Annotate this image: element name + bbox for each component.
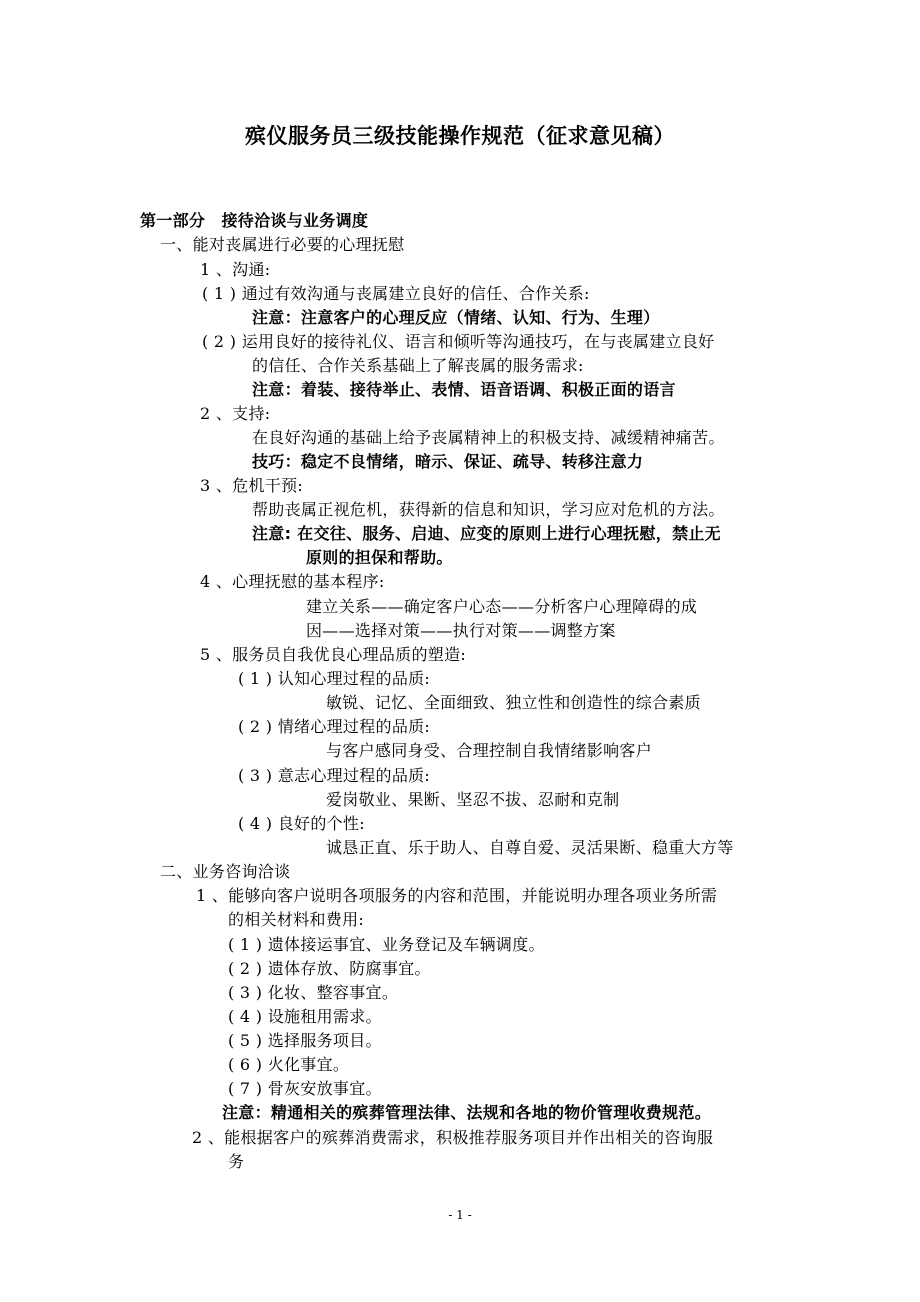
section-heading: 一、能对丧属进行必要的心理抚慰 (160, 235, 405, 254)
item-text: 在良好沟通的基础上给予丧属精神上的积极支持、减缓精神痛苦。 (252, 428, 725, 447)
section-heading: 二、业务咨询洽谈 (160, 862, 291, 881)
note-text: 注意: 在交往、服务、启迪、应变的原则上进行心理抚慰，禁止无 (252, 524, 721, 543)
item-text: 1 、能够向客户说明各项服务的内容和范围，并能说明办理各项业务所需 (196, 886, 718, 905)
note-text: 注意：精通相关的殡葬管理法律、法规和各地的物价管理收费规范。 (222, 1103, 712, 1122)
item-label: ( 3 ) 意志心理过程的品质: (238, 766, 431, 785)
item-label: 4 、心理抚慰的基本程序: (200, 572, 385, 591)
list-item: ( 5 ) 选择服务项目。 (228, 1031, 382, 1050)
list-item: ( 7 ) 骨灰安放事宜。 (228, 1079, 382, 1098)
item-label: ( 1 ) 认知心理过程的品质: (238, 669, 431, 688)
item-label: 3 、危机干预: (200, 476, 304, 495)
page-number: - 1 - (448, 1208, 472, 1222)
document-title: 殡仪服务员三级技能操作规范（征求意见稿） (245, 124, 675, 148)
part-heading: 第一部分 接待洽谈与业务调度 (140, 211, 369, 230)
item-text: 建立关系——确定客户心态——分析客户心理障碍的成 (306, 597, 698, 616)
item-text: ( 2 ) 运用良好的接待礼仪、语言和倾听等沟通技巧，在与丧属建立良好 (202, 332, 715, 351)
item-text: 敏锐、记忆、全面细致、独立性和创造性的综合素质 (326, 693, 701, 712)
item-text: 务 (228, 1152, 245, 1171)
note-text: 原则的担保和帮助。 (306, 548, 453, 567)
note-text: 注意：注意客户的心理反应（情绪、认知、行为、生理） (252, 308, 660, 327)
item-label: 2 、支持: (200, 404, 271, 423)
item-label: 5 、服务员自我优良心理品质的塑造: (200, 645, 467, 664)
list-item: ( 3 ) 化妆、整容事宜。 (228, 983, 399, 1002)
item-label: 1 、沟通: (200, 260, 271, 279)
item-text: 帮助丧属正视危机，获得新的信息和知识，学习应对危机的方法。 (252, 500, 725, 519)
list-item: ( 1 ) 遗体接运事宜、业务登记及车辆调度。 (228, 935, 545, 954)
item-label: ( 4 ) 良好的个性: (238, 814, 365, 833)
list-item: ( 6 ) 火化事宜。 (228, 1055, 350, 1074)
list-item: ( 4 ) 设施租用需求。 (228, 1007, 382, 1026)
item-text: ( 1 ) 通过有效沟通与丧属建立良好的信任、合作关系: (202, 284, 590, 303)
item-label: ( 2 ) 情绪心理过程的品质: (238, 717, 431, 736)
item-text: 的信任、合作关系基础上了解丧属的服务需求: (252, 356, 584, 375)
item-text: 诚恳正直、乐于助人、自尊自爱、灵活果断、稳重大方等 (326, 838, 734, 857)
item-text: 2 、能根据客户的殡葬消费需求，积极推荐服务项目并作出相关的咨询服 (192, 1128, 714, 1147)
item-text: 的相关材料和费用: (228, 910, 365, 929)
note-text: 技巧：稳定不良情绪，暗示、保证、疏导、转移注意力 (252, 452, 644, 471)
item-text: 与客户感同身受、合理控制自我情绪影响客户 (326, 741, 653, 760)
item-text: 因——选择对策——执行对策——调整方案 (306, 621, 616, 640)
item-text: 爱岗敬业、果断、坚忍不拔、忍耐和克制 (326, 790, 620, 809)
note-text: 注意：着装、接待举止、表情、语音语调、积极正面的语言 (252, 380, 676, 399)
list-item: ( 2 ) 遗体存放、防腐事宜。 (228, 959, 431, 978)
